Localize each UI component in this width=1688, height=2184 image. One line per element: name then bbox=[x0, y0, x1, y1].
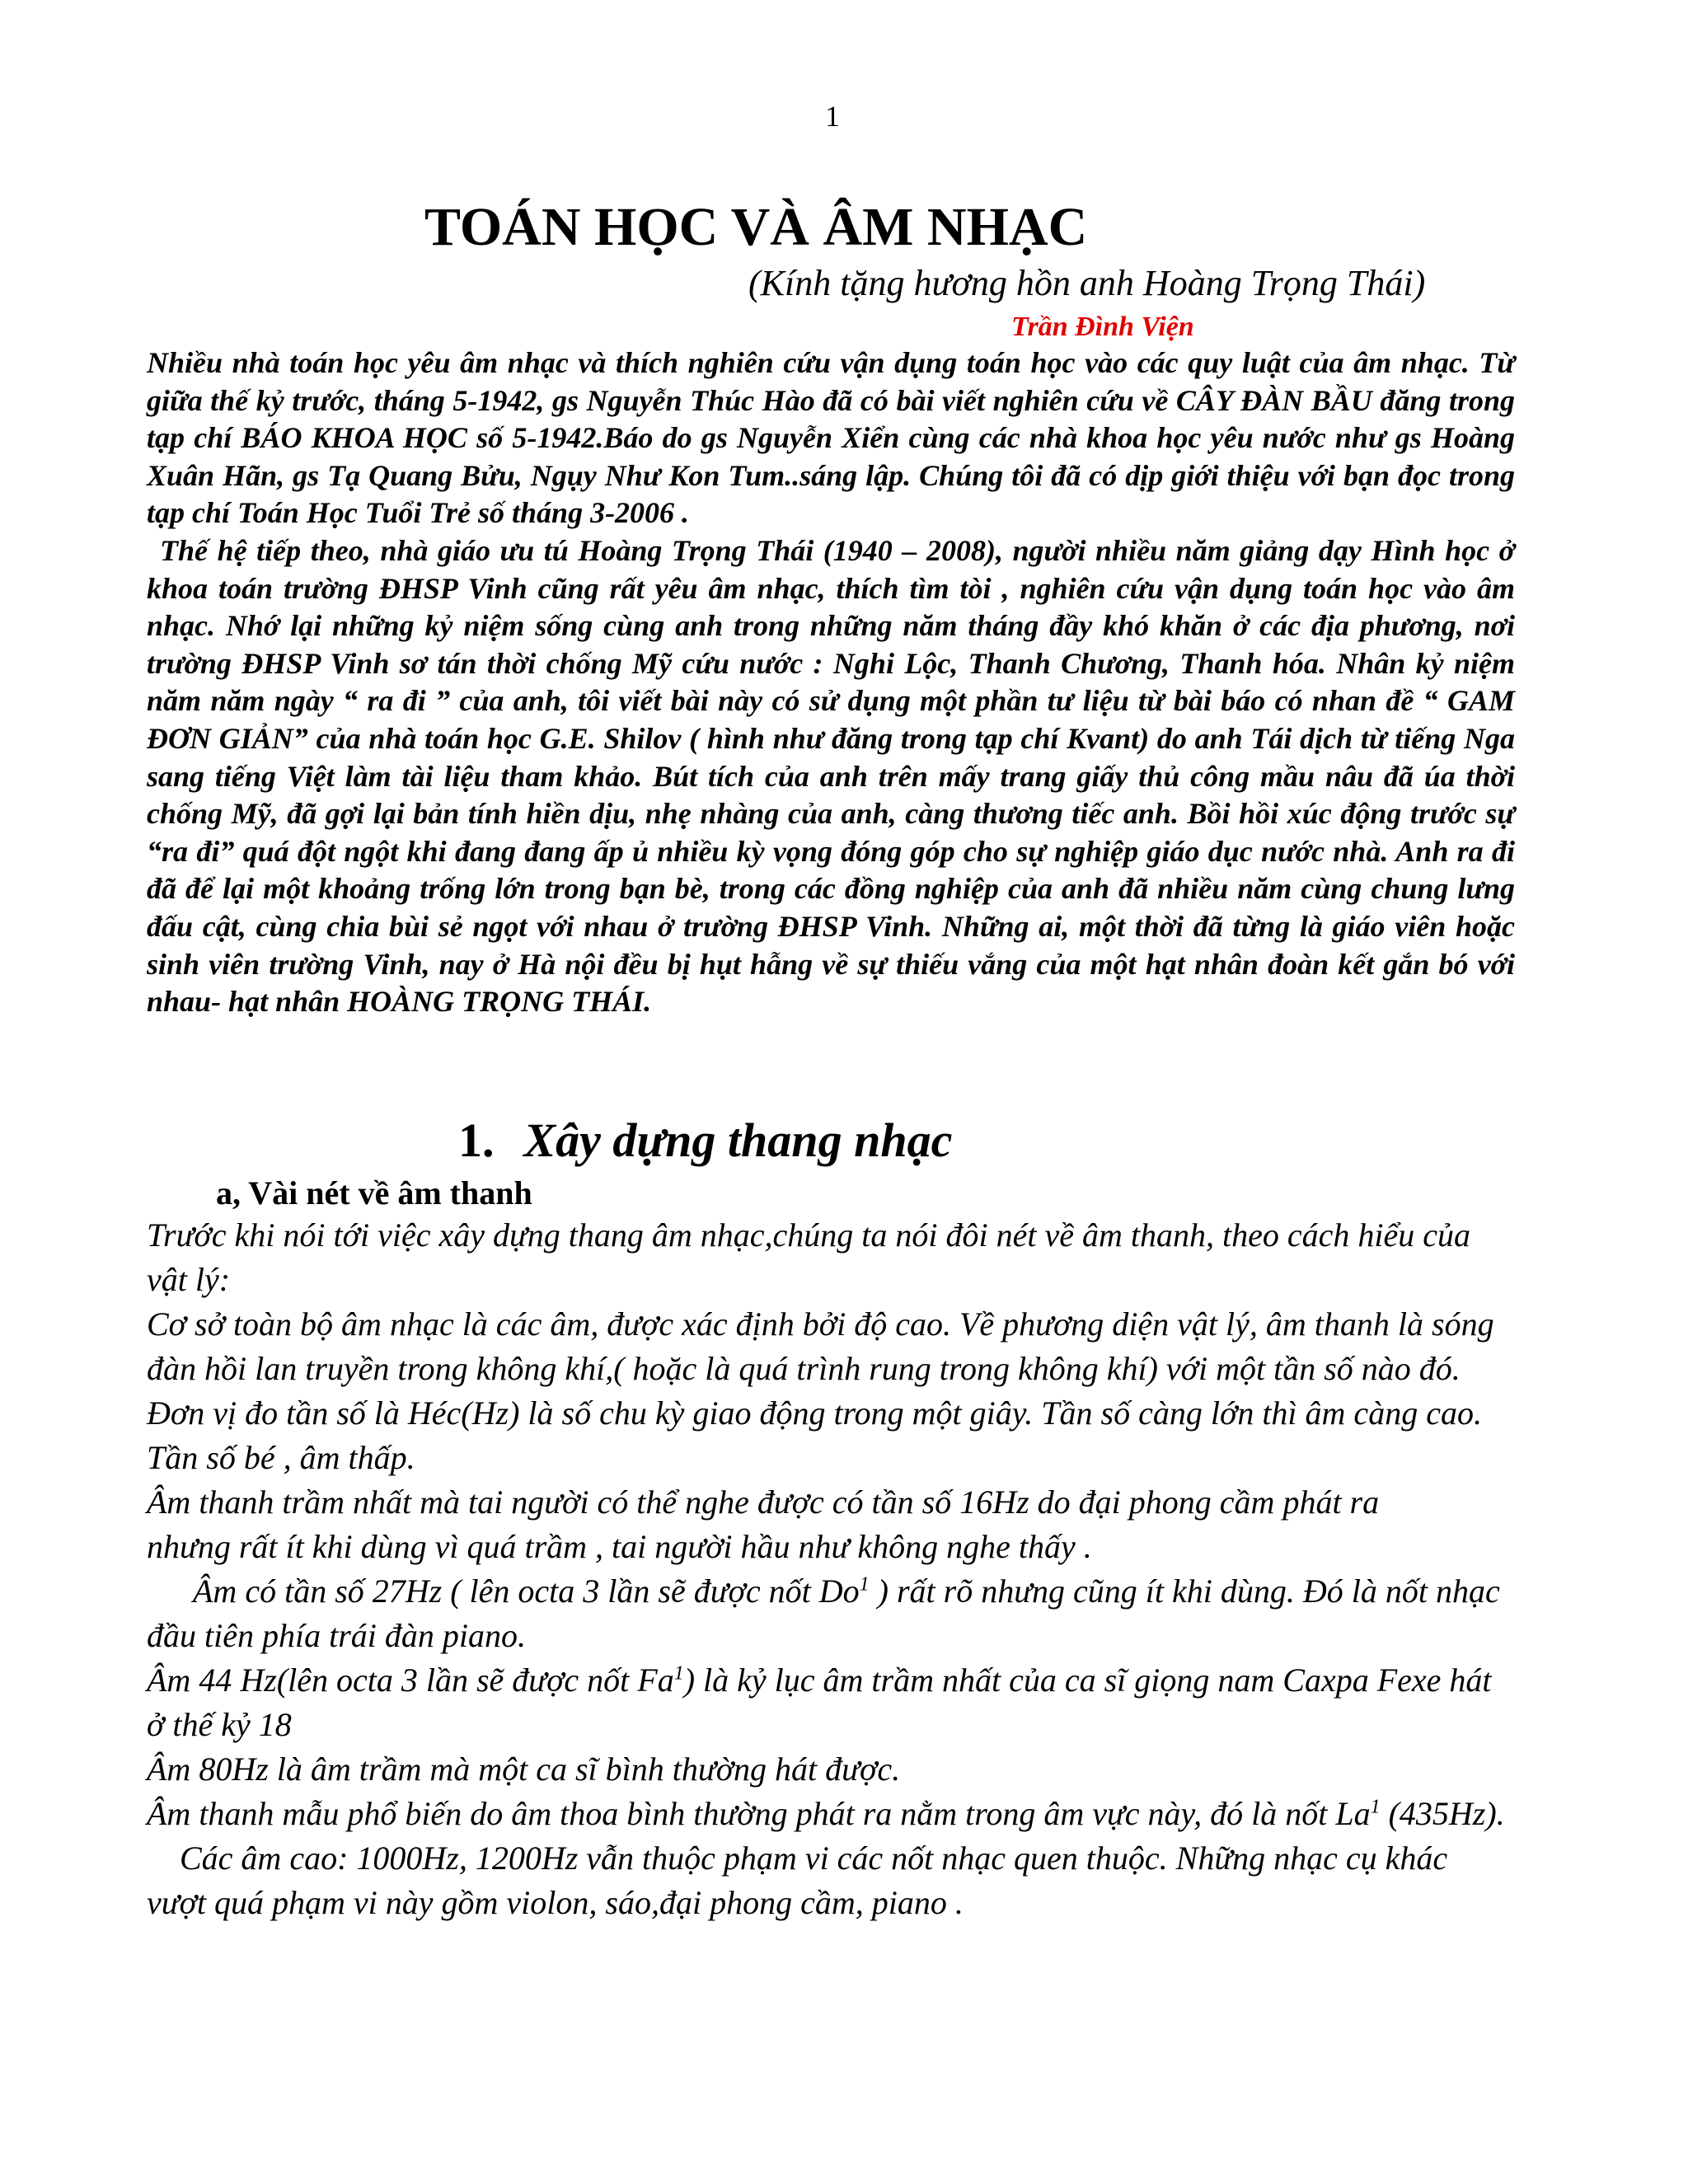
intro-paragraph-2: Thế hệ tiếp theo, nhà giáo ưu tú Hoàng Trọng Thái (1940 – 2008), người nhiều năm giảng dạy Hình học ở khoa toán trường ĐHSP Vinh cũng rất yêu âm nhạc, thích tìm tòi , nghiên cứu vận dụng toán học vào âm nhạc. Nhớ lại những kỷ niệm sống cùng anh trong những năm tháng đầy khó khăn ở các địa phương, nơi trường ĐHSP Vinh sơ tán thời chống Mỹ cứu nước : Nghi Lộc, Thanh Chương, Thanh hóa. Nhân kỷ niệm năm năm ngày “ ra đi ” của anh, tôi viết bài này có sử dụng một phần tư liệu từ bài báo có nhan đề “ GAM ĐƠN GIẢN” của nhà toán học G.E. Shilov ( hình như đăng trong tạp chí Kvant) do anh Tái dịch từ tiếng Nga sang tiếng Việt làm tài liệu tham khảo. Bút tích của anh trên mấy trang giấy thủ công mầu nâu đã úa thời chống Mỹ, đã gợi lại bản tính hiền dịu, nhẹ nhàng của anh, càng thương tiếc anh. Bồi hồi xúc động trước sự “ra đi” quá đột ngột khi đang đang ấp ủ nhiều kỳ vọng đóng góp cho sự nghiệp giáo dục nước nhà. Anh ra đi đã để lại một khoảng trống lớn trong bạn bè, trong các đồng nghiệp của anh đã nhiều năm cùng chung lưng đấu cật, cùng chia bùi sẻ ngọt với nhau ở trường ĐHSP Vinh. Những ai, một thời đã từng là giáo viên hoặc sinh viên trường Vinh, nay ở Hà nội đều bị hụt hẫng về sự thiếu vắng của một hạt nhân đoàn kết gắn bó với nhau- hạt nhân HOÀNG TRỌNG THÁI. bbox=[147, 533, 1515, 1019]
dedication: (Kính tặng hương hồn anh Hoàng Trọng Thái) bbox=[748, 263, 1426, 303]
text-span: Âm thanh mẫu phổ biến do âm thoa bình thường phát ra nằm trong âm vực này, đó là nốt La bbox=[147, 1795, 1371, 1832]
body-paragraph: nhưng rất ít khi dùng vì quá trầm , tai người hầu như không nghe thấy . bbox=[147, 1528, 1092, 1565]
body-paragraph: Âm 80Hz là âm trầm mà một ca sĩ bình thường hát được. bbox=[147, 1750, 901, 1788]
body-paragraph: Các âm cao: 1000Hz, 1200Hz vẫn thuộc phạm vi các nốt nhạc quen thuộc. Những nhạc cụ khác vượt quá phạm vi này gồm violon, sáo,đại phong cầm, piano . bbox=[147, 1840, 1448, 1921]
section-title: Xây dựng thang nhạc bbox=[523, 1113, 953, 1167]
body-paragraph bbox=[147, 1792, 1515, 1836]
superscript: 1 bbox=[1370, 1796, 1381, 1818]
body-paragraph: Cơ sở toàn bộ âm nhạc là các âm, được xác định bởi độ cao. Về phương diện vật lý, âm thanh là sóng đàn hồi lan truyền trong không khí,( hoặc là quá trình rung trong không khí) với một tần số nào đó. Đơn vị đo tần số là Héc(Hz) là số chu kỳ giao động trong một giây. Tần số càng lớn thì âm càng cao. Tần số bé , âm thấp. bbox=[147, 1305, 1494, 1476]
text-span: ) là kỷ lục âm trầm nhất của ca sĩ giọng nam Caxpa Fexe hát ở thế kỷ 18 bbox=[147, 1661, 1492, 1743]
body-text bbox=[147, 1213, 1515, 1925]
document-title: TOÁN HỌC VÀ ÂM NHẠC bbox=[424, 197, 1088, 257]
page-number: 1 bbox=[825, 100, 840, 133]
intro-paragraph-1: Nhiều nhà toán học yêu âm nhạc và thích nghiên cứu vận dụng toán học vào các quy luật của âm nhạc. Từ giữa thế kỷ trước, tháng 5-1942, gs Nguyễn Thúc Hào đã có bài viết nghiên cứu về CÂY ĐÀN BẦU đăng trong tạp chí BÁO KHOA HỌC số 5-1942.Báo do gs Nguyễn Xiển cùng các nhà khoa học yêu nước như gs Hoàng Xuân Hãn, gs Tạ Quang Bửu, Ngụy Như Kon Tum..sáng lập. Chúng tôi đã có dịp giới thiệu với bạn đọc trong tạp chí Toán Học Tuổi Trẻ số tháng 3-2006 . bbox=[147, 346, 1515, 530]
body-paragraph bbox=[147, 1658, 1515, 1747]
author-name: Trần Đình Viện bbox=[1011, 312, 1194, 342]
body-paragraph: Trước khi nói tới việc xây dựng thang âm nhạc,chúng ta nói đôi nét về âm thanh, theo cách hiểu của vật lý: bbox=[147, 1216, 1470, 1298]
body-paragraph: Âm thanh trầm nhất mà tai người có thể nghe được có tần số 16Hz do đại phong cầm phát ra bbox=[147, 1483, 1380, 1521]
section-number: 1. bbox=[458, 1113, 495, 1167]
superscript: 1 bbox=[673, 1662, 684, 1685]
superscript: 1 bbox=[859, 1573, 870, 1596]
text-span: (435Hz). bbox=[1380, 1795, 1505, 1832]
text-span: Âm 44 Hz(lên octa 3 lần sẽ được nốt Fa bbox=[147, 1661, 674, 1699]
text-span: Âm có tần số 27Hz ( lên octa 3 lần sẽ được nốt Do bbox=[193, 1572, 860, 1610]
intro-text bbox=[147, 344, 1515, 1021]
body-paragraph bbox=[147, 1569, 1515, 1658]
section-heading bbox=[458, 1113, 952, 1168]
subsection-heading: a, Vài nét về âm thanh bbox=[216, 1174, 532, 1212]
text-span: ) rất rõ nhưng cũng ít khi dùng. Đó là nốt nhạc đầu tiên phía trái đàn piano. bbox=[147, 1572, 1500, 1654]
